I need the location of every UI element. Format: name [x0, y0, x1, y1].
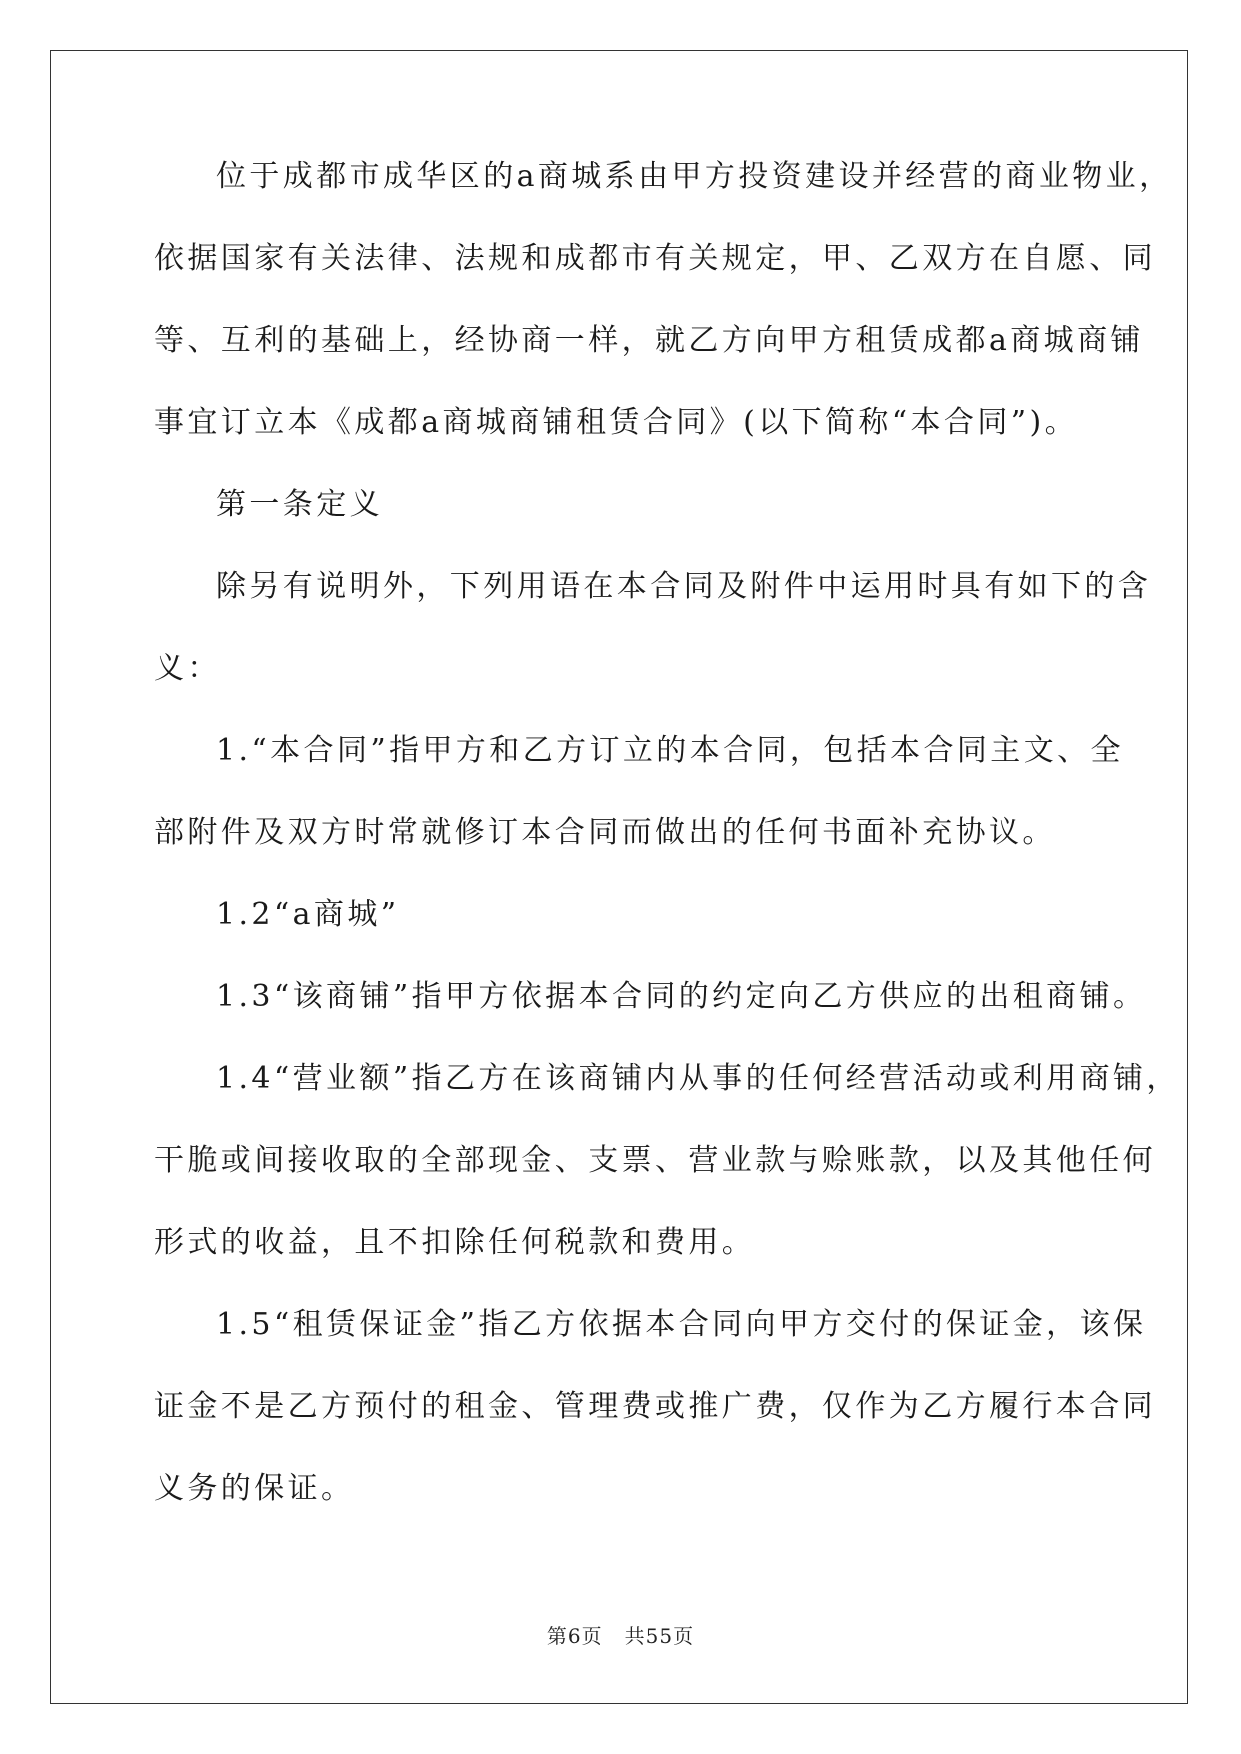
paragraph-line: 位于成都市成华区的a商城系由甲方投资建设并经营的商业物业，: [216, 159, 1173, 194]
clause-line: 1.3“该商铺”指甲方依据本合同的约定向乙方供应的出租商铺。: [216, 979, 1147, 1014]
clause-line: 义务的保证。: [154, 1471, 355, 1506]
clause-line: 干脆或间接收取的全部现金、支票、营业款与赊账款，以及其他任何: [154, 1143, 1156, 1178]
page-suffix: 页: [581, 1624, 603, 1648]
footer-spacer: [603, 1624, 625, 1648]
clause-line: 1.5“租赁保证金”指乙方依据本合同向甲方交付的保证金，该保: [216, 1307, 1147, 1342]
document-body: [154, 159, 1180, 1556]
page-footer: [0, 1620, 1241, 1649]
total-pages: 55: [645, 1624, 674, 1648]
page-prefix: 第: [546, 1624, 568, 1648]
section-heading: 第一条定义: [216, 487, 383, 522]
paragraph-line: 事宜订立本《成都a商城商铺租赁合同》(以下简称“本合同”)。: [154, 405, 1078, 440]
paragraph-line: 除另有说明外，下列用语在本合同及附件中运用时具有如下的含: [216, 569, 1152, 604]
total-prefix: 共: [624, 1624, 646, 1648]
paragraph-line: 依据国家有关法律、法规和成都市有关规定，甲、乙双方在自愿、同: [154, 241, 1156, 276]
clause-line: 1.4“营业额”指乙方在该商铺内从事的任何经营活动或利用商铺，: [216, 1061, 1180, 1096]
page-number: 6: [567, 1624, 582, 1648]
clause-line: 证金不是乙方预付的租金、管理费或推广费，仅作为乙方履行本合同: [154, 1389, 1156, 1424]
clause-line: 部附件及双方时常就修订本合同而做出的任何书面补充协议。: [154, 815, 1056, 850]
clause-line: 1.2“a商城”: [216, 897, 400, 932]
clause-line: 1.“本合同”指甲方和乙方订立的本合同，包括本合同主文、全: [216, 733, 1124, 768]
paragraph-line: 等、互利的基础上，经协商一样，就乙方向甲方租赁成都a商城商铺: [154, 323, 1144, 358]
paragraph-line: 义：: [154, 651, 221, 686]
total-suffix: 页: [673, 1624, 695, 1648]
clause-line: 形式的收益，且不扣除任何税款和费用。: [154, 1225, 756, 1260]
